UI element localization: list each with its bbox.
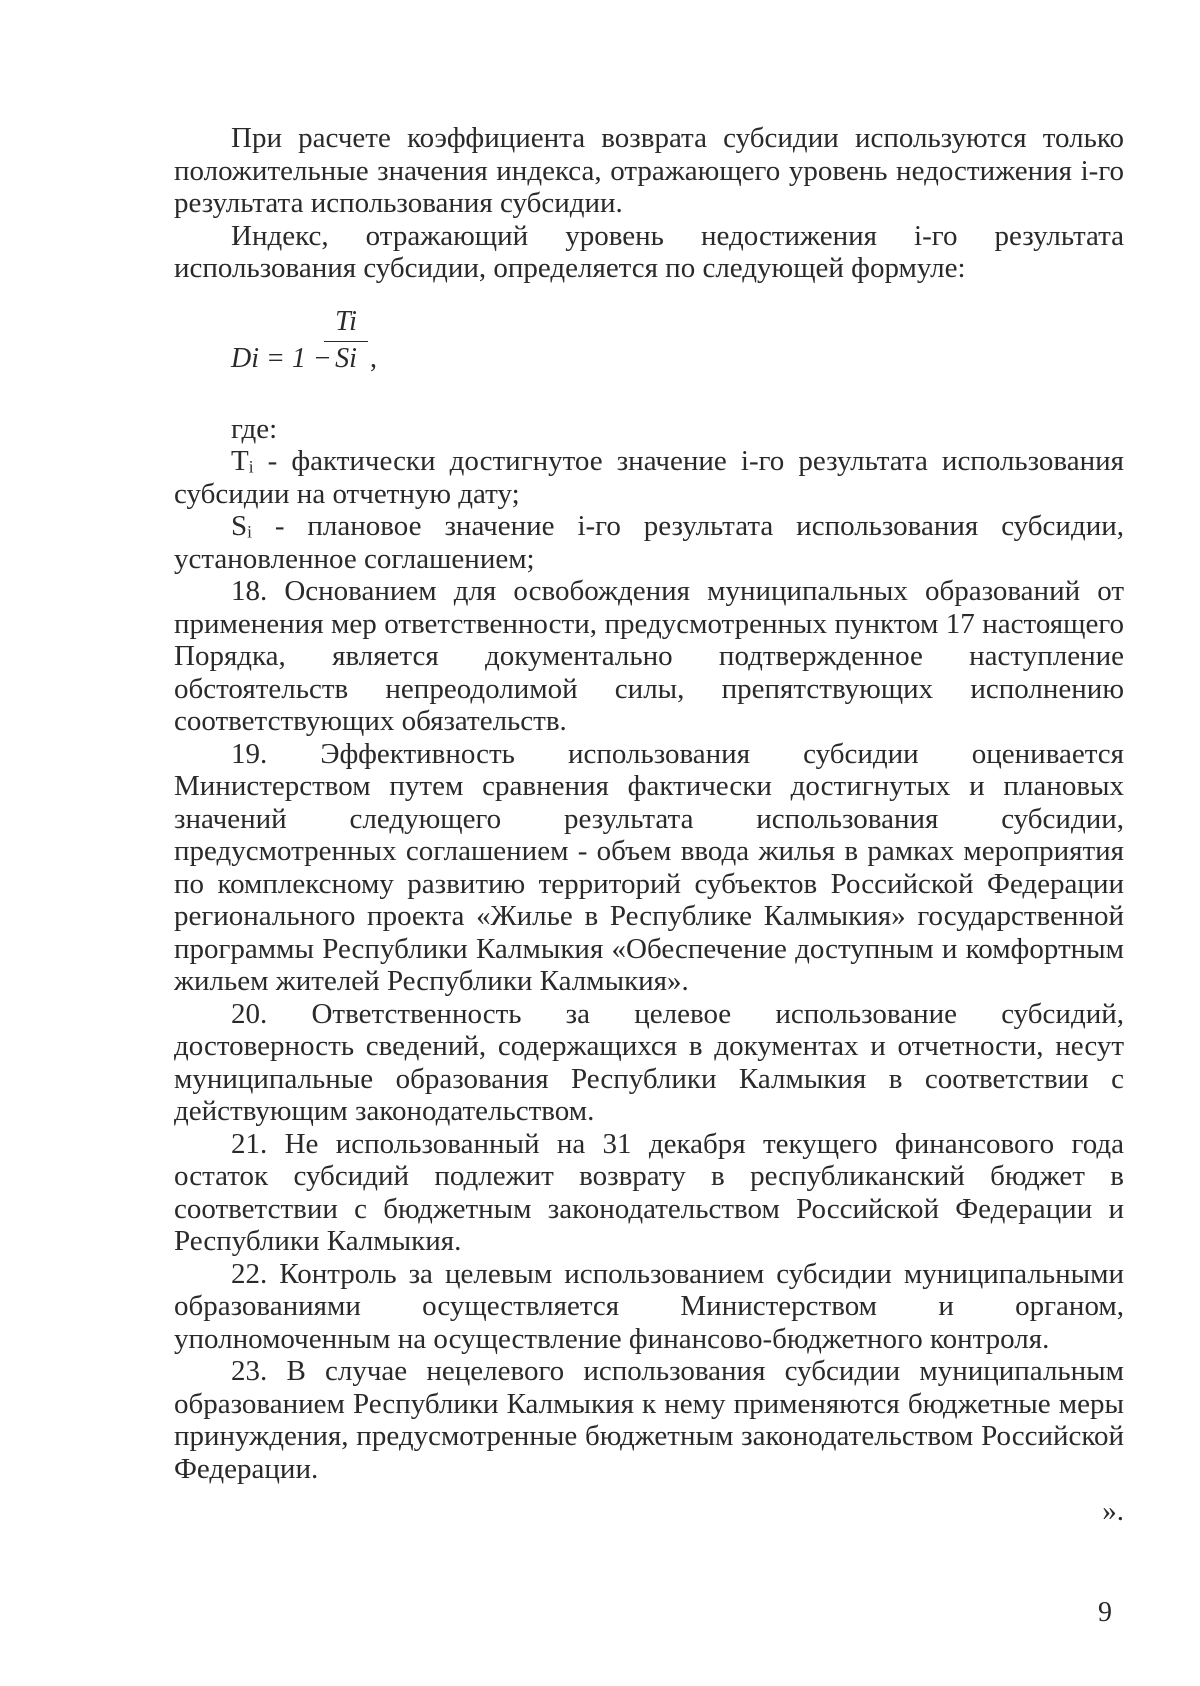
formula-di [174,285,1124,425]
item-18: 18. Основанием для освобождения муниципальных образований от применения мер ответственности, предусмотренных пунктом 17 настоящего Порядка, является документально подтвержденное наступление обстоятельств непреодолимой силы, препятствующих исполнению соответствующих обязательств. [174,575,1124,737]
formula-fraction-bar [324,341,368,342]
definition-ti: Tᵢ - фактически достигнутое значение i-го результата использования субсидии на отчетную дату; [174,445,1124,510]
definition-si: Sᵢ - плановое значение i-го результата использования субсидии, установленное соглашением; [174,510,1124,575]
formula-denominator: Si [335,342,357,374]
where-label: где: [231,412,278,445]
item-19: 19. Эффективность использования субсидии оценивается Министерством путем сравнения фактически достигнутых и плановых значений следующего результата использования субсидии, предусмотренных соглашением - объем ввода жилья в рамках мероприятия по комплексному развитию территорий субъектов Российской Федерации регионального проекта «Жилье в Республике Калмыкия» государственной программы Республики Калмыкия «Обеспечение доступным и комфортным жильем жителей Республики Калмыкия». [174,737,1124,997]
item-21: 21. Не использованный на 31 декабря текущего финансового года остаток субсидий подлежит возврату в республиканский бюджет в соответствии с бюджетным законодательством Российской Федерации и Республики Калмыкия. [174,1127,1124,1257]
item-22: 22. Контроль за целевым использованием субсидии муниципальными образованиями осуществляется Министерством и органом, уполномоченным на осуществление финансово-бюджетного контроля. [174,1257,1124,1355]
item-20: 20. Ответственность за целевое использование субсидий, достоверность сведений, содержащихся в документах и отчетности, несут муниципальные образования Республики Калмыкия в соответствии с действующим законодательством. [174,997,1124,1127]
closing-quote-mark: ». [1102,1495,1124,1527]
paragraph-index-intro: Индекс, отражающий уровень недостижения i-го результата использования субсидии, определяется по следующей формуле: [174,219,1124,284]
formula-lhs: Di = 1 − [231,342,332,374]
document-body [174,122,1124,1528]
item-23: 23. В случае нецелевого использования субсидии муниципальным образованием Республики Калмыкия к нему применяются бюджетные меры принуждения, предусмотренные бюджетным законодательством Российской Федерации. [174,1355,1124,1485]
paragraph-coefficient-note: При расчете коэффициента возврата субсидии используются только положительные значения индекса, отражающего уровень недостижения i-го результата использования субсидии. [174,122,1124,219]
formula-trailing-comma: , [370,342,377,374]
page-number: 9 [1098,1597,1112,1628]
formula-fraction [324,307,368,374]
formula-numerator: Ti [335,305,357,337]
